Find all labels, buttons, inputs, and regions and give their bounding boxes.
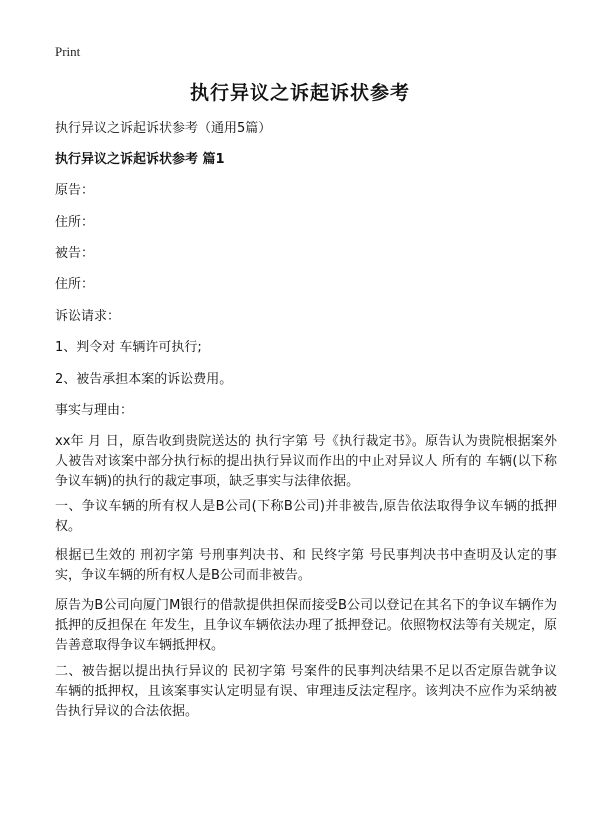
claims-heading: 诉讼请求： xyxy=(55,309,121,324)
print-label[interactable]: Print xyxy=(55,44,81,59)
facts-heading: 事实与理由： xyxy=(55,403,134,418)
defendant-address-field: 住所： xyxy=(55,277,95,292)
document-title: 执行异议之诉起诉状参考 xyxy=(189,82,410,104)
section-heading: 执行异议之诉起诉状参考 篇1 xyxy=(55,152,225,167)
paragraph: 原告为B公司向厦门M银行的借款提供担保而接受B公司以登记在其名下的争议车辆作为抵押的反担保在 年发生，且争议车辆依法办理了抵押登记。依照物权法等有关规定，原告善意取得争议车辆抵押权。 xyxy=(55,598,557,653)
plaintiff-field: 原告： xyxy=(55,183,95,198)
document-subtitle: 执行异议之诉起诉状参考（通用5篇） xyxy=(55,121,272,136)
paragraph: 根据已生效的 刑初字第 号刑事判决书、和 民终字第 号民事判决书中查明及认定的事实，争议车辆的所有权人是B公司而非被告。 xyxy=(55,548,557,583)
plaintiff-address-field: 住所： xyxy=(55,215,95,230)
claim-item: 2、被告承担本案的诉讼费用。 xyxy=(55,372,233,387)
defendant-field: 被告： xyxy=(55,246,95,261)
paragraph: 一、争议车辆的所有权人是B公司(下称B公司)并非被告,原告依法取得争议车辆的抵押权。 xyxy=(55,499,557,534)
paragraph: xx年 月 日，原告收到贵院送达的 执行字第 号《执行裁定书》。原告认为贵院根据案外人被告对该案中部分执行标的提出执行异议而作出的中止对异议人 所有的 车辆(以下称争议车辆)的执行的裁定事项，缺乏事实与法律依据。 xyxy=(55,434,557,489)
paragraph: 二、被告据以提出执行异议的 民初字第 号案件的民事判决结果不足以否定原告就争议车辆的抵押权，且该案事实认定明显有误、审理违反法定程序。该判决不应作为采纳被告执行异议的合法依据。 xyxy=(55,664,557,719)
claim-item: 1、判令对 车辆许可执行; xyxy=(55,340,202,355)
